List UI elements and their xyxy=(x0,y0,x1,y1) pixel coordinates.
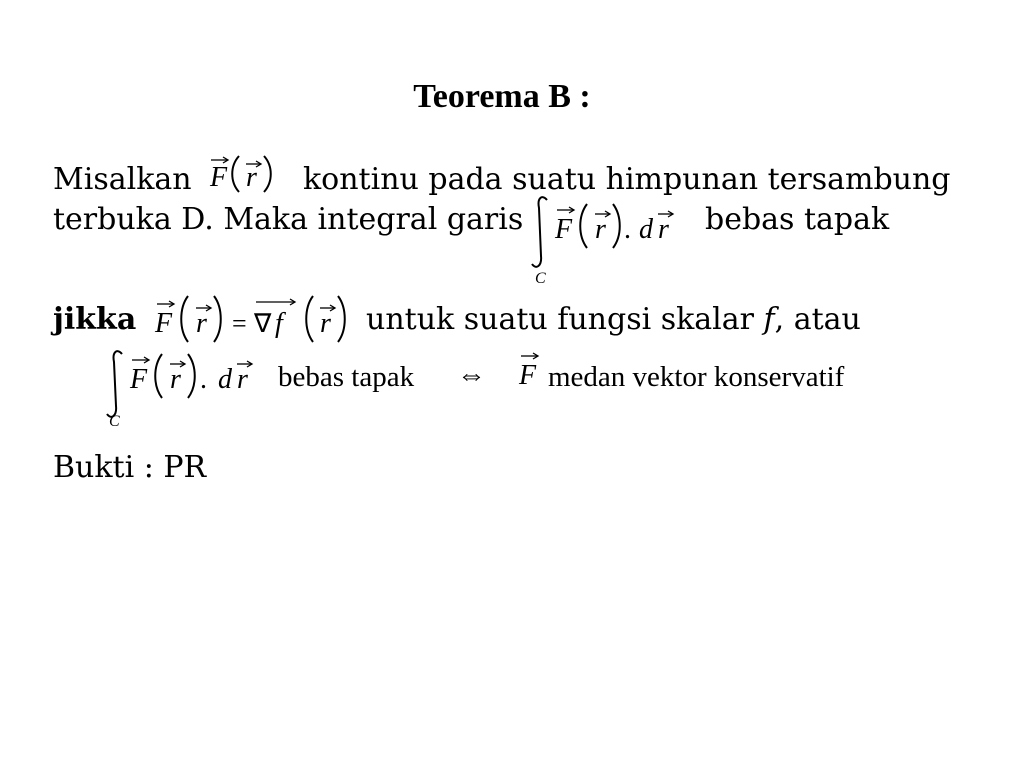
line2-end: bebas tapak xyxy=(705,202,890,237)
svg-text:r: r xyxy=(320,308,331,339)
line4-bebas: bebas tapak xyxy=(278,361,415,393)
line2-start: terbuka D. Maka integral garis xyxy=(53,202,524,237)
svg-text:F: F xyxy=(155,308,173,339)
line1-end: kontinu pada suatu himpunan tersambung xyxy=(303,162,951,197)
line-integral-formula-2 xyxy=(100,344,270,434)
svg-text:r: r xyxy=(658,214,669,245)
formula-r: r xyxy=(246,162,257,193)
svg-text:F: F xyxy=(130,364,148,395)
formula-C: C xyxy=(535,270,546,287)
vector-field-formula-1 xyxy=(200,148,280,196)
svg-text:r: r xyxy=(237,364,248,395)
svg-text:f: f xyxy=(275,308,283,339)
svg-text:d: d xyxy=(218,364,232,395)
line-integral-formula-1 xyxy=(525,188,695,288)
line3-f: f xyxy=(763,302,775,337)
slide-title: Teorema B : xyxy=(413,78,591,115)
svg-text:.: . xyxy=(200,364,207,395)
jikka-label: jikka xyxy=(53,302,137,337)
svg-text:=: = xyxy=(232,309,247,338)
svg-text:C: C xyxy=(109,413,120,430)
svg-text:F: F xyxy=(519,360,537,391)
proof-text: Bukti : PR xyxy=(53,450,207,485)
svg-text:d: d xyxy=(639,214,653,245)
line1-start: Misalkan xyxy=(53,162,192,197)
line4-medan: medan vektor konservatif xyxy=(548,361,845,393)
line3-text xyxy=(366,302,861,337)
svg-text:r: r xyxy=(595,214,606,245)
formula-F: F xyxy=(210,162,228,193)
line3-tail: , atau xyxy=(774,302,861,337)
svg-text:∇: ∇ xyxy=(254,309,272,338)
svg-text:r: r xyxy=(196,308,207,339)
line3-main: untuk suatu fungsi skalar xyxy=(366,302,764,337)
svg-text:F: F xyxy=(555,214,573,245)
gradient-formula xyxy=(148,290,358,348)
svg-text:r: r xyxy=(170,364,181,395)
svg-text:.: . xyxy=(624,214,631,245)
iff-symbol: ⇔ xyxy=(457,359,486,391)
vector-F-formula xyxy=(512,346,548,396)
